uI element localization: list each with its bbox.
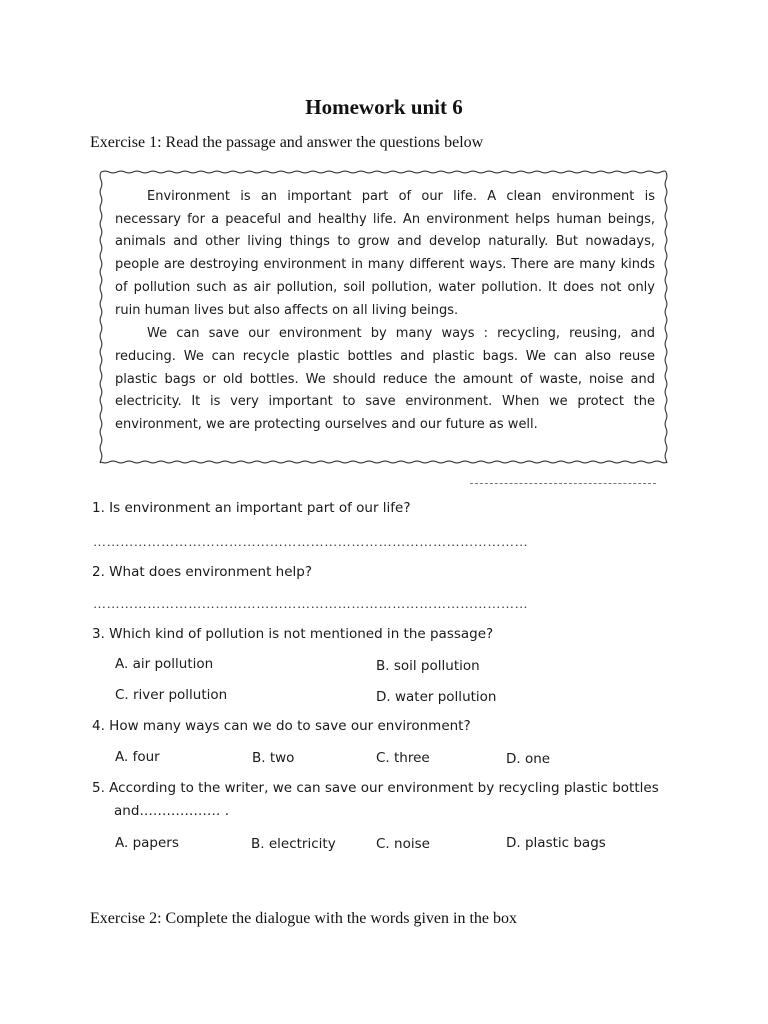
q5-option-a[interactable]: A. papers <box>115 835 179 851</box>
q4-option-b[interactable]: B. two <box>252 750 295 766</box>
q4-option-a[interactable]: A. four <box>115 749 160 765</box>
answer-line-2[interactable]: …………………………………………………………………………………… <box>93 596 529 611</box>
q5-option-b[interactable]: B. electricity <box>251 836 336 852</box>
page-title: Homework unit 6 <box>305 95 463 119</box>
q3-option-a[interactable]: A. air pollution <box>115 656 214 672</box>
q3-option-b[interactable]: B. soil pollution <box>376 658 480 674</box>
passage-paragraph-1: Environment is an important part of our life. A clean environment is necessary for a peaceful and healthy life. An environment helps human beings, animals and other living things to grow and develop naturally. But nowadays, people are destroying environment in many different ways. There are many kinds of pollution such as air pollution, soil pollution, water pollution. It does not only ruin human lives but also affects on all living beings. <box>115 189 655 318</box>
exercise-1-heading: Exercise 1: Read the passage and answer the questions below <box>90 134 484 151</box>
question-4: 4. How many ways can we do to save our environment? <box>92 718 471 734</box>
passage-paragraph-2: We can save our environment by many ways : recycling, reusing, and reducing. We can recycle plastic bottles and plastic bags. We can also reuse plastic bags or old bottles. We should reduce the amount of waste, noise and electricity. It is very important to save environment. When we protect the environment, we are protecting ourselves and our future as well. <box>115 326 655 433</box>
question-2: 2. What does environment help? <box>92 564 313 580</box>
question-5-line-2: and……………… . <box>114 803 229 819</box>
passage-text <box>115 186 655 437</box>
question-5-line-1: 5. According to the writer, we can save our environment by recycling plastic bottles <box>92 780 659 796</box>
q5-option-d[interactable]: D. plastic bags <box>506 835 606 851</box>
answer-line-1[interactable]: …………………………………………………………………………………… <box>93 534 529 549</box>
passage-box <box>97 168 670 466</box>
q3-option-d[interactable]: D. water pollution <box>376 689 497 705</box>
q4-option-c[interactable]: C. three <box>376 750 430 766</box>
q4-option-d[interactable]: D. one <box>506 751 551 767</box>
q3-option-c[interactable]: C. river pollution <box>115 687 228 703</box>
question-1: 1. Is environment an important part of our life? <box>92 500 411 516</box>
question-3: 3. Which kind of pollution is not mentioned in the passage? <box>92 626 494 642</box>
q5-option-c[interactable]: C. noise <box>376 836 430 852</box>
dashed-divider <box>470 483 656 484</box>
exercise-2-heading: Exercise 2: Complete the dialogue with the words given in the box <box>90 910 518 927</box>
